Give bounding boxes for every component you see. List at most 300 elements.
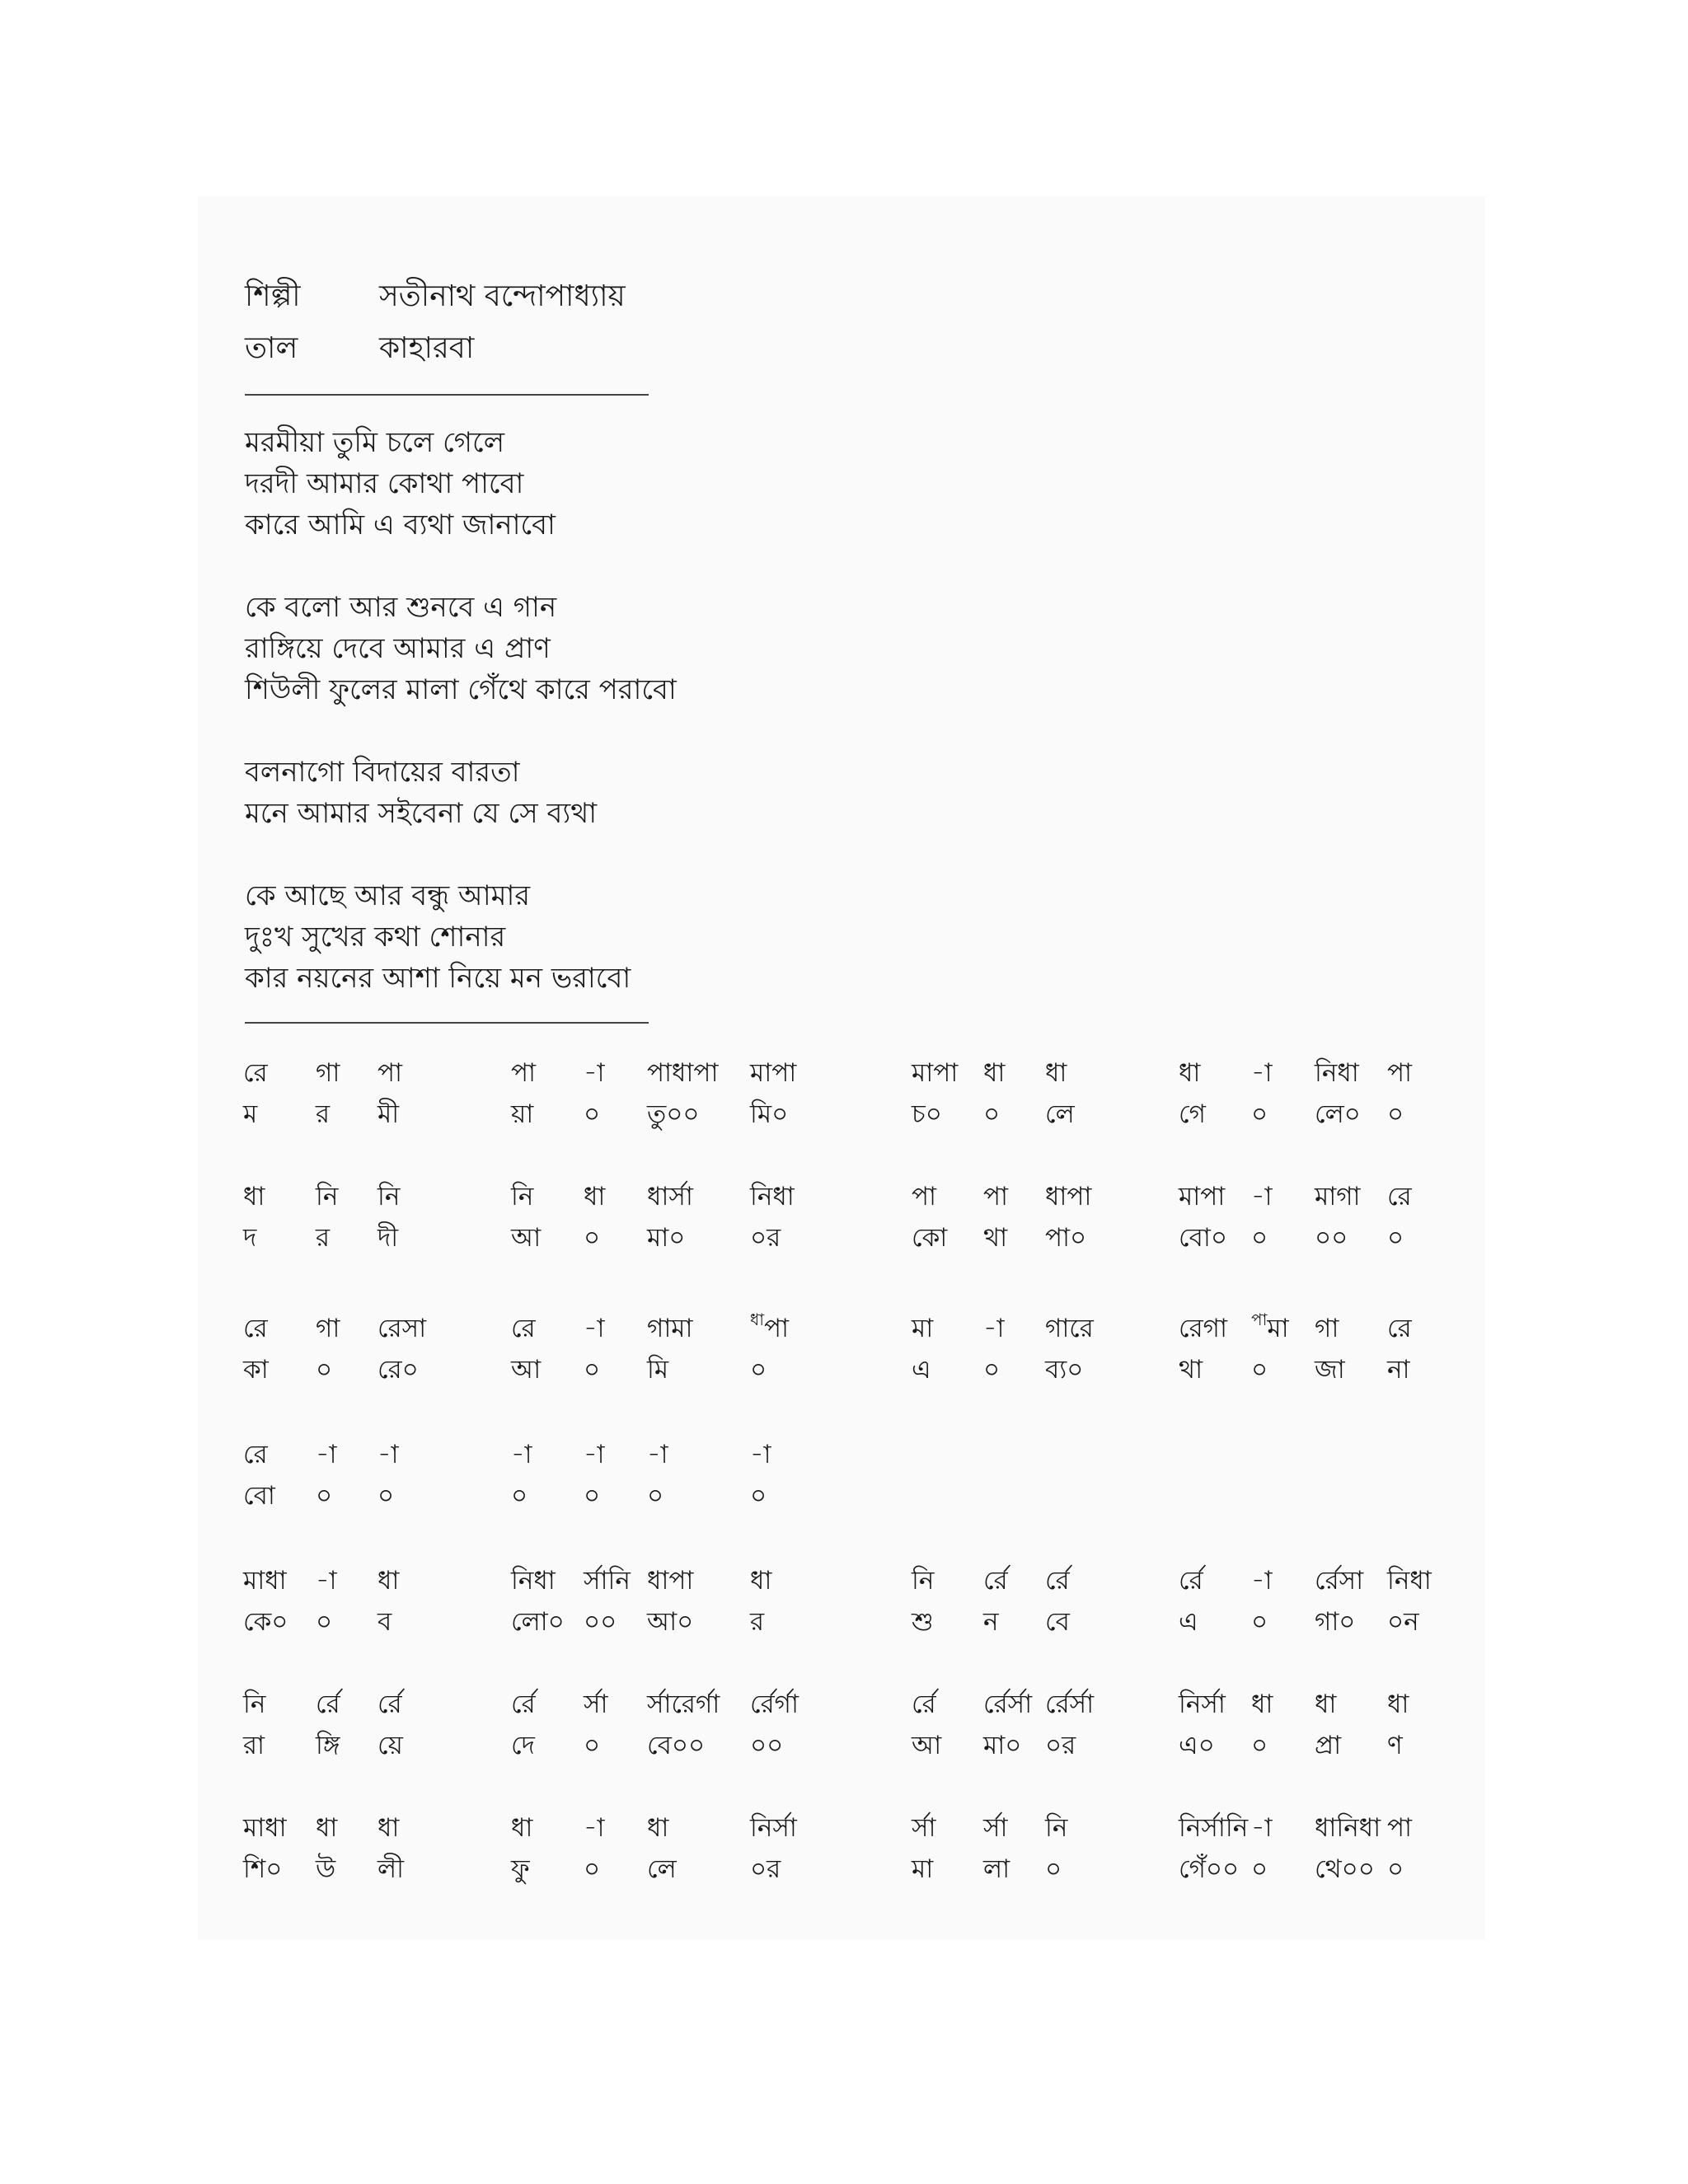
swara-text: -া <box>584 1058 605 1088</box>
swara-note <box>647 1438 668 1471</box>
swara-note <box>316 1811 337 1844</box>
notation-lyric <box>316 1098 330 1131</box>
swara-note <box>912 1180 936 1213</box>
syllable-text: ব্য০ <box>1045 1355 1084 1385</box>
swara-note <box>377 1688 402 1721</box>
syllable-text: ০ <box>983 1099 1001 1129</box>
grace-note: পা <box>1251 1310 1268 1329</box>
notation-lyric <box>750 1605 764 1638</box>
swara-text: গা <box>1315 1314 1339 1343</box>
swara-text: পাধাপা <box>647 1058 719 1088</box>
swara-note <box>377 1811 399 1844</box>
swara-note <box>1315 1688 1336 1721</box>
syllable-text: কো <box>912 1223 948 1253</box>
notation-lyric <box>1045 1221 1086 1254</box>
notation-lyric <box>316 1479 332 1512</box>
notation-lyric <box>983 1729 1021 1762</box>
swara-text: র্সা <box>912 1813 936 1843</box>
swara-note <box>1179 1564 1203 1597</box>
swara-text: পা <box>983 1182 1009 1212</box>
swara-note <box>243 1180 265 1213</box>
lyric-line: শিউলী ফুলের মালা গেঁথে কারে পরাবো <box>245 673 677 706</box>
syllable-text: আ০ <box>647 1607 694 1637</box>
swara-note <box>1315 1057 1359 1090</box>
notation-lyric <box>1179 1853 1239 1886</box>
notation-lyric <box>1387 1353 1410 1386</box>
notation-lyric <box>750 1353 767 1386</box>
swara-text: র্সা <box>584 1690 608 1719</box>
tala-label: তাল <box>245 331 298 365</box>
notation-lyric <box>316 1353 332 1386</box>
swara-text: মাধা <box>243 1566 287 1596</box>
notation-lyric <box>1045 1098 1075 1131</box>
notation-lyric <box>647 1353 668 1386</box>
swara-text: -া <box>1251 1182 1273 1212</box>
swara-note <box>983 1688 1032 1721</box>
notation-lyric <box>316 1853 335 1886</box>
syllable-text: ০র <box>750 1854 781 1884</box>
syllable-text: ম <box>243 1099 258 1129</box>
swara-text: নিধা <box>1315 1058 1359 1088</box>
syllable-text: ঙ্গি <box>316 1731 340 1760</box>
swara-note <box>243 1811 287 1844</box>
notation-lyric <box>1251 1605 1268 1638</box>
syllable-text: মী <box>377 1099 400 1129</box>
notation-lyric <box>243 1729 265 1762</box>
notation-lyric <box>584 1853 600 1886</box>
swara-text: ধার্সা <box>647 1182 693 1212</box>
notation-lyric <box>1179 1605 1198 1638</box>
swara-note <box>584 1811 605 1844</box>
notation-lyric <box>647 1221 685 1254</box>
swara-text: নিধা <box>1387 1566 1432 1596</box>
syllable-text: ০০ <box>584 1607 617 1637</box>
swara-text: ধা <box>1387 1690 1409 1719</box>
swara-note <box>1045 1312 1094 1345</box>
notation-lyric <box>750 1479 767 1512</box>
notation-lyric <box>584 1353 600 1386</box>
swara-text: ধা <box>1315 1690 1337 1719</box>
syllable-text: তু০০ <box>647 1099 700 1129</box>
notation-lyric <box>316 1221 330 1254</box>
swara-text: মা <box>1267 1314 1289 1343</box>
grace-note: ধা <box>750 1310 765 1329</box>
swara-note <box>1315 1180 1361 1213</box>
swara-note <box>1179 1057 1200 1090</box>
swara-note <box>750 1811 797 1844</box>
swara-note <box>511 1057 536 1090</box>
swara-note <box>1179 1688 1226 1721</box>
swara-text: র্রে <box>511 1690 536 1719</box>
swara-note <box>912 1564 934 1597</box>
swara-note <box>1251 1180 1273 1213</box>
syllable-text: চ০ <box>912 1099 942 1129</box>
swara-note <box>647 1811 668 1844</box>
swara-text: নিধা <box>750 1182 795 1212</box>
notation-lyric <box>1251 1098 1268 1131</box>
swara-text: নি <box>912 1566 935 1596</box>
notation-lyric <box>1179 1353 1203 1386</box>
swara-note <box>584 1688 607 1721</box>
syllable-text: প্রা <box>1315 1731 1342 1760</box>
swara-text: -া <box>1251 1813 1273 1843</box>
swara-text: গা <box>316 1314 340 1343</box>
notation-lyric <box>1251 1729 1268 1762</box>
syllable-text: গেঁ০০ <box>1179 1854 1240 1884</box>
swara-text: -া <box>584 1314 605 1343</box>
swara-note <box>1315 1312 1339 1345</box>
syllable-text: র <box>316 1099 331 1129</box>
notation-lyric <box>983 1605 999 1638</box>
swara-text: -া <box>983 1314 1005 1343</box>
swara-text: ধাপা <box>1045 1182 1092 1212</box>
swara-note <box>750 1688 799 1721</box>
syllable-text: ০ <box>316 1481 333 1511</box>
swara-text: পা <box>1387 1813 1413 1843</box>
swara-note <box>243 1564 287 1597</box>
swara-text: ধানিধা <box>1315 1813 1381 1843</box>
swara-text: রে <box>1387 1182 1412 1212</box>
syllable-text: বে০০ <box>647 1731 706 1760</box>
swara-note <box>983 1180 1008 1213</box>
swara-note <box>912 1312 933 1345</box>
swara-note <box>316 1312 340 1345</box>
swara-text: ধা <box>750 1566 772 1596</box>
notation-lyric <box>983 1853 1010 1886</box>
lyric-line: বলনাগো বিদায়ের বারতা <box>245 756 520 789</box>
notation-lyric <box>1387 1605 1419 1638</box>
syllable-text: লে <box>1045 1099 1075 1129</box>
swara-text: -া <box>647 1440 668 1469</box>
swara-note <box>1251 1564 1273 1597</box>
swara-text: মা <box>912 1314 934 1343</box>
syllable-text: লে <box>647 1854 677 1884</box>
swara-note <box>647 1688 720 1721</box>
swara-note <box>1045 1180 1091 1213</box>
notation-lyric <box>584 1479 600 1512</box>
notation-lyric <box>511 1479 528 1512</box>
syllable-text: য়ে <box>377 1731 403 1760</box>
syllable-text: ০ <box>316 1607 333 1637</box>
syllable-text: ০০ <box>750 1731 784 1760</box>
swara-note <box>316 1438 337 1471</box>
lyric-line: মরমীয়া তুমি চলে গেলে <box>245 426 505 459</box>
notation-lyric <box>243 1353 269 1386</box>
swara-text: রে <box>511 1314 536 1343</box>
swara-note <box>1387 1057 1412 1090</box>
swara-note <box>1387 1688 1409 1721</box>
swara-text: ধা <box>1251 1690 1273 1719</box>
notation-lyric <box>584 1729 600 1762</box>
swara-text: র্রের্গা <box>750 1690 799 1719</box>
swara-note <box>912 1811 935 1844</box>
notation-lyric <box>243 1853 282 1886</box>
syllable-text: ০ <box>1045 1854 1062 1884</box>
notation-lyric <box>912 1353 931 1386</box>
notation-lyric <box>1045 1729 1076 1762</box>
swara-note <box>377 1312 426 1345</box>
syllable-text: মা০ <box>983 1731 1022 1760</box>
syllable-text: থা <box>1179 1355 1203 1385</box>
swara-text: নির্সা <box>1179 1690 1226 1719</box>
notation-lyric <box>912 1098 942 1131</box>
notation-lyric <box>1315 1605 1355 1638</box>
notation-lyric <box>1315 1853 1375 1886</box>
swara-note <box>1251 1811 1273 1844</box>
notation-lyric <box>647 1729 705 1762</box>
notation-lyric <box>750 1221 781 1254</box>
syllable-text: ০ <box>1251 1607 1268 1637</box>
swara-text: রে <box>243 1314 268 1343</box>
notation-lyric <box>750 1729 783 1762</box>
swara-note <box>584 1438 605 1471</box>
swara-note <box>584 1057 605 1090</box>
syllable-text: ০ <box>584 1481 601 1511</box>
swara-text: -া <box>1251 1566 1273 1596</box>
syllable-text: ন <box>983 1607 999 1637</box>
syllable-text: এ <box>1179 1607 1198 1637</box>
notation-lyric <box>983 1098 1000 1131</box>
syllable-text: র <box>750 1607 765 1637</box>
syllable-text: শু <box>912 1607 934 1637</box>
swara-text: ধা <box>316 1813 338 1843</box>
swara-text: র্সানি <box>584 1566 631 1596</box>
swara-text: ধা <box>983 1058 1006 1088</box>
swara-text: মাগা <box>1315 1182 1361 1212</box>
syllable-text: লে০ <box>1315 1099 1361 1129</box>
swara-note <box>243 1688 265 1721</box>
notation-lyric <box>912 1729 941 1762</box>
syllable-text: জা <box>1315 1355 1345 1385</box>
syllable-text: কে০ <box>243 1607 288 1637</box>
syllable-text: বো০ <box>1179 1223 1227 1253</box>
syllable-text: রে০ <box>377 1355 419 1385</box>
notation-lyric <box>511 1729 535 1762</box>
swara-text: র্রেসা <box>1315 1566 1364 1596</box>
swara-text: র্সা <box>983 1813 1008 1843</box>
notation-lyric <box>377 1353 419 1386</box>
swara-note <box>983 1057 1005 1090</box>
syllable-text: ০ <box>511 1481 528 1511</box>
swara-note <box>377 1564 399 1597</box>
syllable-text: মা <box>912 1854 934 1884</box>
swara-text: ধা <box>584 1182 606 1212</box>
syllable-text: দী <box>377 1223 399 1253</box>
swara-text: পা <box>377 1058 403 1088</box>
notation-lyric <box>377 1729 403 1762</box>
swara-text: নি <box>243 1690 266 1719</box>
syllable-text: বো <box>243 1481 275 1511</box>
swara-text: রে <box>243 1440 268 1469</box>
swara-note <box>1045 1057 1067 1090</box>
notation-lyric <box>584 1098 600 1131</box>
swara-note <box>243 1057 268 1090</box>
notation-lyric <box>1387 1098 1404 1131</box>
swara-text: র্রের্সা <box>1045 1690 1095 1719</box>
syllable-text: আ <box>511 1223 542 1253</box>
syllable-text: আ <box>511 1355 542 1385</box>
notation-lyric <box>377 1221 398 1254</box>
swara-text: র্রে <box>912 1690 936 1719</box>
swara-text: পা <box>912 1182 937 1212</box>
lyric-line: কে আছে আর বন্ধু আমার <box>245 879 531 912</box>
swara-text: নি <box>511 1182 534 1212</box>
swara-note <box>647 1180 693 1213</box>
swara-text: মাপা <box>912 1058 959 1088</box>
syllable-text: ০ <box>584 1731 601 1760</box>
swara-text: মাপা <box>1179 1182 1226 1212</box>
syllable-text: ০ন <box>1387 1607 1419 1637</box>
swara-text: রেগা <box>1179 1314 1227 1343</box>
swara-note <box>316 1180 338 1213</box>
swara-text: ধা <box>1179 1058 1201 1088</box>
swara-note <box>750 1057 796 1090</box>
swara-note <box>377 1057 402 1090</box>
swara-text: পা <box>511 1058 537 1088</box>
swara-note <box>316 1057 340 1090</box>
lyric-line: মনে আমার সইবেনা যে সে ব্যথা <box>245 797 598 830</box>
lyric-line: কারে আমি এ ব্যথা জানাবো <box>245 509 556 541</box>
swara-text: নি <box>316 1182 339 1212</box>
syllable-text: ০ <box>377 1481 395 1511</box>
swara-text: পা <box>764 1314 790 1343</box>
notation-lyric <box>983 1353 1000 1386</box>
syllable-text: মি <box>647 1355 669 1385</box>
swara-text: রে <box>243 1058 268 1088</box>
syllable-text: শি০ <box>243 1854 283 1884</box>
syllable-text: এ <box>912 1355 931 1385</box>
swara-note <box>1179 1811 1248 1844</box>
swara-note <box>511 1180 533 1213</box>
notation-lyric <box>1315 1353 1345 1386</box>
syllable-text: ০ <box>750 1355 767 1385</box>
swara-text: -া <box>750 1440 771 1469</box>
syllable-text: ০ <box>983 1355 1001 1385</box>
swara-note <box>243 1438 268 1471</box>
notation-lyric <box>647 1605 693 1638</box>
notation-lyric <box>750 1853 781 1886</box>
swara-note <box>750 1180 795 1213</box>
notation-lyric <box>1045 1853 1062 1886</box>
swara-note <box>377 1438 399 1471</box>
swara-note <box>584 1312 605 1345</box>
swara-note <box>750 1438 771 1471</box>
notation-lyric <box>1251 1853 1268 1886</box>
swara-note <box>983 1811 1007 1844</box>
notation-lyric <box>912 1605 934 1638</box>
swara-text: ধা <box>1045 1058 1067 1088</box>
notation-lyric <box>1045 1353 1083 1386</box>
swara-note <box>584 1180 605 1213</box>
lyric-line: দুঃখ সুখের কথা শোনার <box>245 921 506 954</box>
notation-lyric <box>1179 1098 1206 1131</box>
swara-text: র্সারের্গা <box>647 1690 720 1719</box>
syllable-text: ০ <box>1387 1854 1404 1884</box>
notation-lyric <box>1315 1729 1341 1762</box>
notation-lyric <box>377 1479 394 1512</box>
syllable-text: ০ <box>1251 1854 1268 1884</box>
swara-text: -া <box>584 1813 605 1843</box>
notation-lyric <box>983 1221 1007 1254</box>
notation-lyric <box>584 1221 600 1254</box>
swara-note <box>1387 1811 1412 1844</box>
swara-note <box>511 1688 536 1721</box>
syllable-text: ব <box>377 1607 392 1637</box>
syllable-text: পা০ <box>1045 1223 1087 1253</box>
syllable-text: ০ <box>1387 1099 1404 1129</box>
swara-note <box>1045 1811 1067 1844</box>
notation-lyric <box>1251 1353 1268 1386</box>
swara-note <box>1387 1180 1412 1213</box>
syllable-text: ০ <box>1251 1099 1268 1129</box>
syllable-text: র <box>316 1223 331 1253</box>
swara-text: রে <box>1387 1314 1412 1343</box>
swara-note <box>912 1688 936 1721</box>
swara-text: নির্সা <box>750 1813 797 1843</box>
swara-text: -া <box>377 1440 399 1469</box>
syllable-text: লী <box>377 1854 404 1884</box>
swara-text: ধা <box>243 1182 265 1212</box>
swara-text: ধা <box>377 1813 400 1843</box>
swara-text: র্রের্সা <box>983 1690 1033 1719</box>
notation-lyric <box>243 1221 256 1254</box>
lyric-line: কার নয়নের আশা নিয়ে মন ভরাবো <box>245 962 631 995</box>
notation-lyric <box>1251 1221 1268 1254</box>
notation-lyric <box>750 1098 788 1131</box>
syllable-text: এ০ <box>1179 1731 1215 1760</box>
notation-lyric <box>511 1098 533 1131</box>
swara-text: র্রে <box>316 1690 340 1719</box>
syllable-text: ০ <box>647 1481 664 1511</box>
swara-note <box>1387 1564 1432 1597</box>
notation-lyric <box>377 1098 399 1131</box>
syllable-text: কা <box>243 1355 269 1385</box>
notation-lyric <box>316 1729 340 1762</box>
syllable-text: ০ <box>1251 1355 1268 1385</box>
notation-lyric <box>377 1853 404 1886</box>
syllable-text: ০ <box>584 1854 601 1884</box>
notation-lyric <box>1045 1605 1070 1638</box>
notation-lyric <box>647 1479 663 1512</box>
syllable-text: য়া <box>511 1099 534 1129</box>
swara-note <box>1251 1688 1273 1721</box>
syllable-text: বে <box>1045 1607 1070 1637</box>
swara-text: ধাপা <box>647 1566 694 1596</box>
syllable-text: ০০ <box>1315 1223 1348 1253</box>
tala-name: কাহারবা <box>379 331 475 365</box>
swara-note <box>511 1438 532 1471</box>
notation-lyric <box>1387 1853 1404 1886</box>
syllable-text: দ <box>243 1223 257 1253</box>
notation-lyric <box>243 1479 275 1512</box>
syllable-text: থা <box>983 1223 1008 1253</box>
swara-note <box>647 1312 693 1345</box>
syllable-text: ফু <box>511 1854 530 1884</box>
swara-text: -া <box>584 1440 605 1469</box>
swara-note <box>750 1312 789 1347</box>
swara-note <box>511 1811 532 1844</box>
syllable-text: মি০ <box>750 1099 789 1129</box>
swara-note <box>511 1564 556 1597</box>
swara-text: নি <box>1045 1813 1068 1843</box>
swara-note <box>377 1180 400 1213</box>
notation-lyric <box>377 1605 392 1638</box>
notation-lyric <box>1387 1221 1404 1254</box>
swara-note <box>1251 1312 1289 1347</box>
swara-text: রেসা <box>377 1314 427 1343</box>
notation-lyric <box>647 1853 677 1886</box>
lyric-line: রাঙ্গিয়ে দেবে আমার এ প্রাণ <box>245 632 551 665</box>
